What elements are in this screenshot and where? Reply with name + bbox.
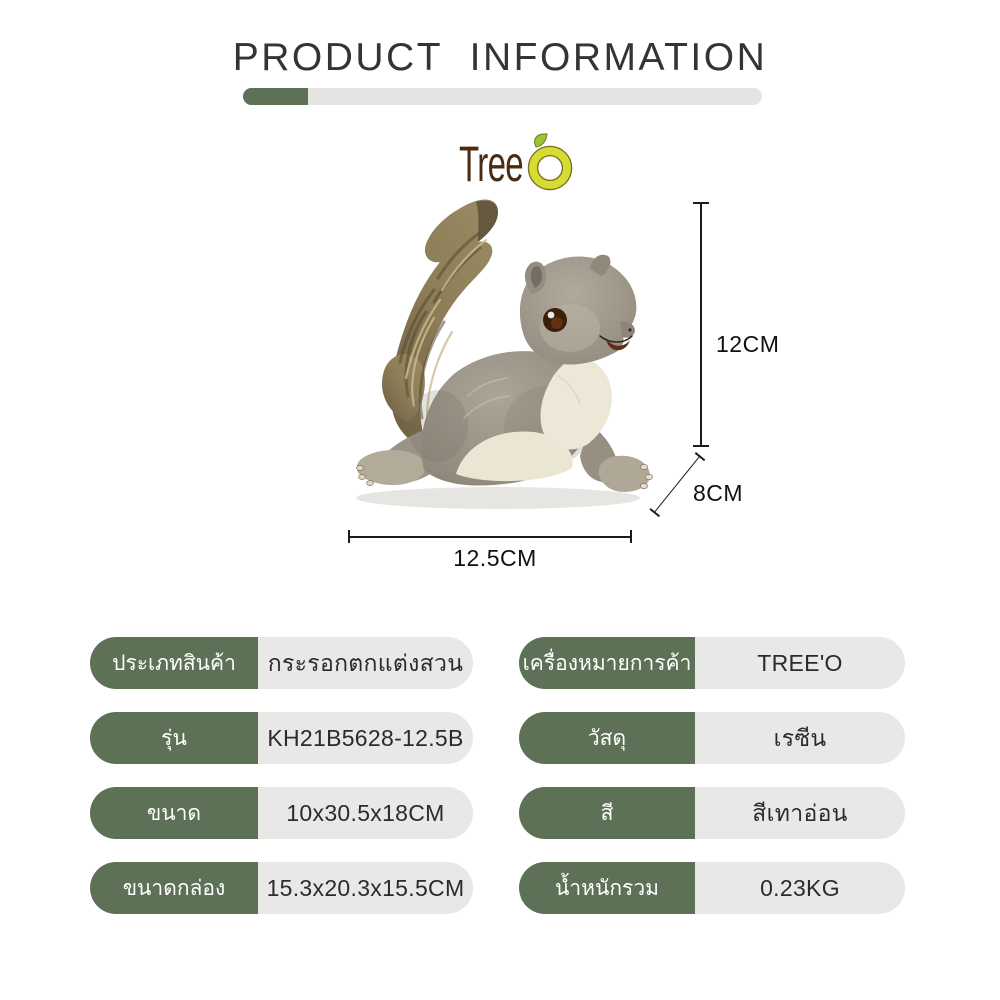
spec-row-product-type xyxy=(90,637,473,689)
spec-value-trademark: TREE'O xyxy=(695,637,905,689)
product-photo-squirrel-figurine xyxy=(338,186,660,516)
title-underline-accent xyxy=(243,88,308,105)
spec-row-size xyxy=(90,787,473,839)
spec-value-model: KH21B5628-12.5B xyxy=(258,712,473,764)
spec-row-box-size xyxy=(90,862,473,914)
depth-dimension-label: 8CM xyxy=(693,480,744,506)
title-underline-bar xyxy=(243,88,762,105)
width-dimension-label: 12.5CM xyxy=(453,545,537,571)
spec-label-model: รุ่น xyxy=(90,712,258,764)
width-dimension-tick-right xyxy=(630,530,632,543)
spec-label-material: วัสดุ xyxy=(519,712,695,764)
brand-logo xyxy=(0,132,1000,192)
spec-row-color xyxy=(519,787,905,839)
spec-row-trademark xyxy=(519,637,905,689)
spec-column-right xyxy=(519,637,905,937)
width-dimension-line xyxy=(348,536,632,538)
height-dimension-label: 12CM xyxy=(716,331,780,357)
spec-label-size: ขนาด xyxy=(90,787,258,839)
depth-dimension-tick-far xyxy=(695,452,705,461)
brand-logo-text: Tree xyxy=(458,136,523,192)
brand-logo-o-ring-icon xyxy=(524,132,574,192)
spec-label-product-type: ประเภทสินค้า xyxy=(90,637,258,689)
page-title: PRODUCT INFORMATION xyxy=(232,36,768,79)
spec-row-model xyxy=(90,712,473,764)
spec-label-trademark: เครื่องหมายการค้า xyxy=(519,637,695,689)
spec-label-total-weight: น้ำหนักรวม xyxy=(519,862,695,914)
spec-label-color: สี xyxy=(519,787,695,839)
spec-value-material: เรซีน xyxy=(695,712,905,764)
height-dimension-line xyxy=(700,203,702,447)
height-dimension-tick-bottom xyxy=(693,445,709,447)
spec-value-box-size: 15.3x20.3x15.5CM xyxy=(258,862,473,914)
spec-value-product-type: กระรอกตกแต่งสวน xyxy=(258,637,473,689)
spec-column-left xyxy=(90,637,473,937)
spec-value-size: 10x30.5x18CM xyxy=(258,787,473,839)
spec-value-total-weight: 0.23KG xyxy=(695,862,905,914)
spec-row-total-weight xyxy=(519,862,905,914)
spec-label-box-size: ขนาดกล่อง xyxy=(90,862,258,914)
spec-value-color: สีเทาอ่อน xyxy=(695,787,905,839)
spec-row-material xyxy=(519,712,905,764)
height-dimension-tick-top xyxy=(693,202,709,204)
width-dimension-tick-left xyxy=(348,530,350,543)
